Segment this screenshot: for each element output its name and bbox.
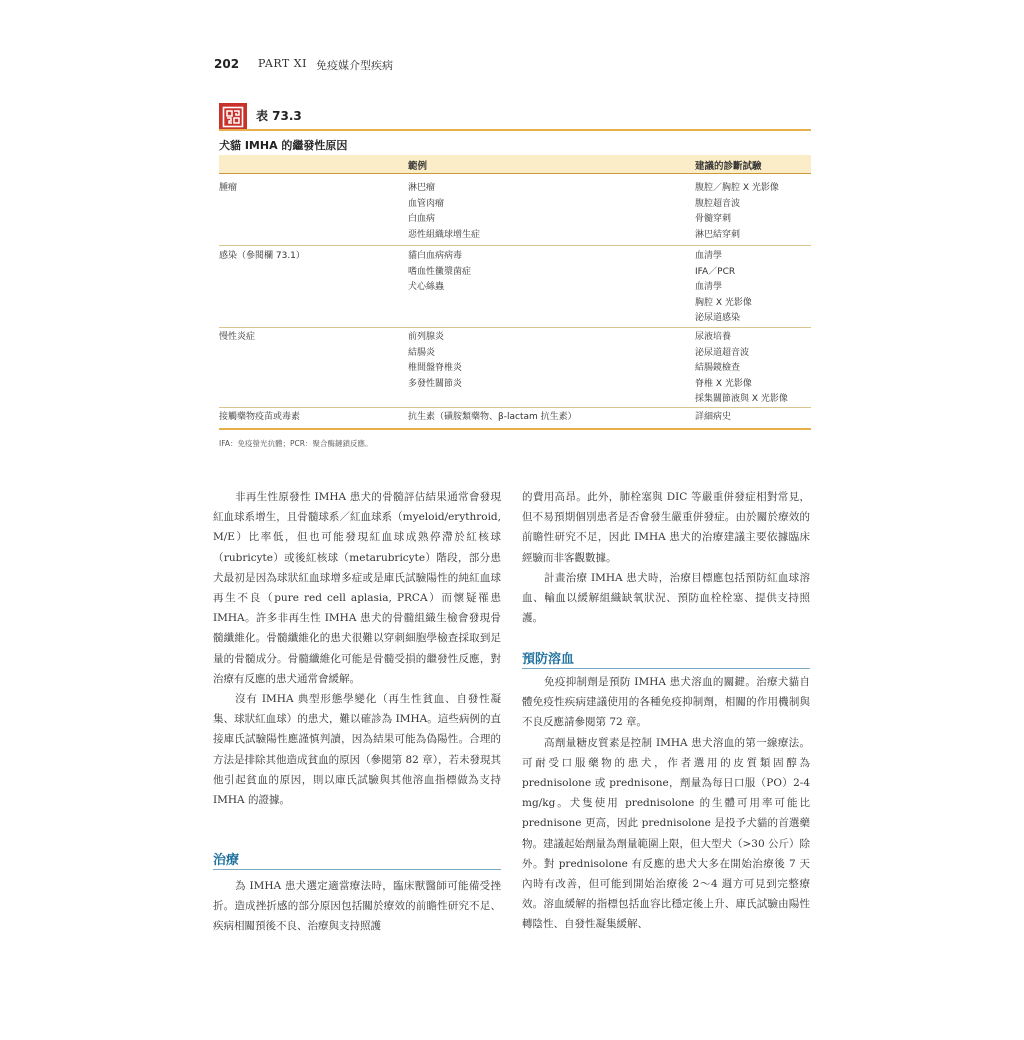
body-paragraph: 高劑量糖皮質素是控制 IMHA 患犬溶血的第一線療法。可耐受口服藥物的患犬，作者選用的皮質類固醇為 prednisolone 或 prednisone，劑量為每日口服（PO）2-4 mg/kg。犬隻使用 prednisolone 的生體可用率可能比 prednisone 更高，因此 prednisolone 是投予犬貓的首選藥物。建議起始劑量為劑量範圍上限，但大型犬（>30 公斤）除外。對 prednisolone 有反應的患犬大多在開始治療後 7 天內時有改善，但可能到開始治療後 2～4 週方可見到完整療效。溶血緩解的指標包括血容比穩定後上升、庫氏試驗由陽性轉陰性、自發性凝集緩解、 [522,736,810,931]
table-row-category: 感染（參閱欄 73.1） [219,251,305,261]
table-row-category: 慢性炎症 [219,332,256,342]
table-row-tests: 詳細病史 [695,412,732,422]
section-title-underline [522,668,810,669]
page-number: 202 [214,57,240,71]
right-column-text [522,487,810,628]
table-row-examples: 前列腺炎 結腸炎 椎間盤脊椎炎 多發性關節炎 [408,332,463,389]
section-title-underline [213,869,501,870]
table-footnote: IFA：免疫螢光抗體；PCR：聚合酶鏈鎖反應。 [219,439,373,448]
table-bottom-rule [219,428,811,430]
table-row-examples: 抗生素（磺胺類藥物、β-lactam 抗生素） [408,412,577,422]
table-header-rule [219,173,811,174]
table-row-category: 腫瘤 [219,183,238,193]
table-header-tests: 建議的診斷試驗 [695,161,762,172]
left-column-text [213,487,501,810]
body-paragraph: 非再生性原發性 IMHA 患犬的骨髓評估結果通常會發現紅血球系增生，且骨髓球系／紅血球系（myeloid/erythroid, M/E）比率低，但也可能發現紅血球成熟停滯於紅核球（rubricyte）或後紅核球（metarubricyte）階段，部分患犬最初是因為球狀紅血球增多症或是庫氏試驗陽性的純紅血球再生不良（pure red cell aplasia, PRCA）而懷疑罹患 IMHA。許多非再生性 IMHA 患犬的骨髓組織生檢會發現骨髓纖維化。骨髓纖維化的患犬很難以穿刺細胞學檢查採取到足量的骨髓成分。骨髓纖維化可能是骨髓受損的繼發性反應，對治療有反應的患犬通常會緩解。 [213,491,501,685]
part-label: PART XI [258,57,307,70]
table-row-examples: 淋巴瘤 血管肉瘤 白血病 惡性組織球增生症 [408,183,481,240]
table-row-tests: 尿液培養 泌尿道超音波 結腸鏡檢查 脊椎 X 光影像 採集關節液與 X 光影像 [695,332,788,404]
table-emblem-icon [219,103,247,131]
table-caption: 犬貓 IMHA 的繼發性原因 [219,139,348,152]
right-column-section-text [522,672,810,935]
table-row-divider [219,245,811,246]
section-title-prevent-hemolysis: 預防溶血 [522,652,575,667]
left-column-section-text [213,876,501,937]
table-row-category: 接觸藥物疫苗或毒素 [219,412,301,422]
body-paragraph: 為 IMHA 患犬選定適當療法時，臨床獸醫師可能備受挫折。造成挫折感的部分原因包括關於療效的前瞻性研究不足、疾病相關預後不良、治療與支持照護 [213,880,501,933]
body-paragraph: 免疫抑制劑是預防 IMHA 患犬溶血的關鍵。治療犬貓自體免疫性疾病建議使用的各種免疫抑制劑，相關的作用機制與不良反應請參閱第 72 章。 [522,676,810,729]
table-header-examples: 範例 [408,161,428,172]
section-title-treatment: 治療 [213,853,240,868]
table-row-tests: 血清學 IFA／PCR 血清學 胸腔 X 光影像 泌尿道感染 [695,251,752,323]
table-row-divider [219,407,811,408]
chapter-title: 免疫媒介型疾病 [316,59,393,72]
body-paragraph: 沒有 IMHA 典型形態學變化（再生性貧血、自發性凝集、球狀紅血球）的患犬，難以確診為 IMHA。這些病例的直接庫氏試驗陽性應謹慎判讀，因為結果可能為偽陽性。合理的方法是排除其他造成貧血的原因（參閱第 82 章），若未發現其他引起貧血的原因，則以庫氏試驗與其他溶血指標做為支持 IMHA 的證據。 [213,693,501,807]
table-row-examples: 貓白血病病毒 嗜血性黴漿菌症 犬心絲蟲 [408,251,472,292]
table-row-tests: 腹腔／胸腔 X 光影像 腹腔超音波 骨髓穿刺 淋巴結穿刺 [695,183,779,240]
table-top-rule [219,129,811,131]
table-label: 表 73.3 [256,109,302,123]
body-paragraph: 的費用高昂。此外，肺栓塞與 DIC 等嚴重併發症相對常見，但不易預期個別患者是否會發生嚴重併發症。由於關於療效的前瞻性研究不足，因此 IMHA 患犬的治療建議主要依據臨床經驗而非客觀數據。 [522,491,810,564]
body-paragraph: 計畫治療 IMHA 患犬時，治療目標應包括預防紅血球溶血、輸血以緩解組織缺氧狀況、預防血栓栓塞、提供支持照護。 [522,571,810,625]
table-row-divider [219,327,811,328]
